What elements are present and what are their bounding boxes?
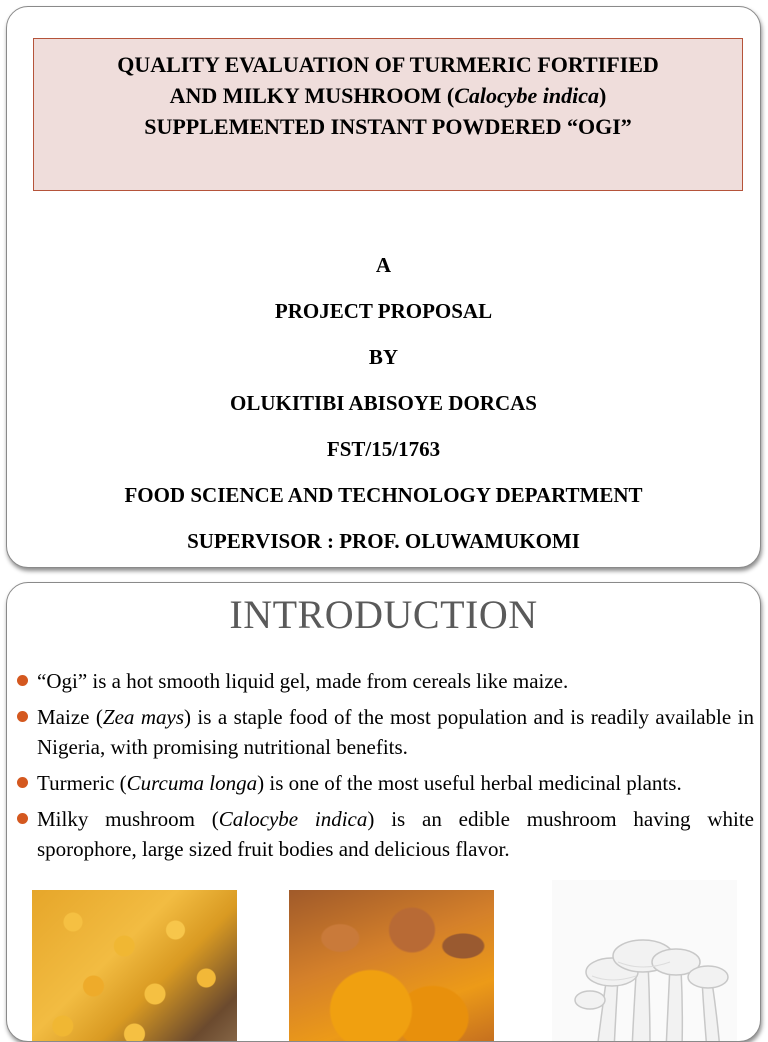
introduction-slide	[6, 582, 761, 1042]
title-species-name: Calocybe indica	[454, 83, 600, 108]
credits-block	[7, 242, 760, 564]
species-name: Calocybe indica	[218, 807, 368, 831]
list-item	[17, 804, 754, 864]
credit-by: BY	[368, 345, 399, 369]
credit-supervisor: SUPERVISOR : PROF. OLUWAMUKOMI	[187, 529, 580, 553]
title-line-2	[170, 80, 607, 111]
bullet-dot-icon	[17, 813, 28, 824]
bullet-text: ) is a staple food of the most population and is readily available in Nigeria, with promising nutritional benefits.	[37, 705, 754, 759]
title-line-1: QUALITY EVALUATION OF TURMERIC FORTIFIED	[117, 52, 659, 77]
bullet-list	[17, 666, 754, 870]
credit-article: A	[375, 253, 392, 277]
slide-heading: INTRODUCTION	[229, 592, 538, 637]
bullet-text: ) is one of the most useful herbal medicinal plants.	[257, 771, 682, 795]
bullet-dot-icon	[17, 675, 28, 686]
bullet-text: Maize (	[37, 705, 103, 729]
bullet-text: ) is an edible mushroom having white sporophore, large sized fruit bodies and delicious flavor.	[37, 807, 755, 861]
species-name: Curcuma longa	[126, 771, 258, 795]
bullet-text: Turmeric (	[37, 771, 127, 795]
maize-image	[32, 890, 237, 1042]
credit-matric-number: FST/15/1763	[326, 437, 441, 461]
list-item	[17, 666, 754, 696]
credit-document-type: PROJECT PROPOSAL	[274, 299, 493, 323]
title-line-2-start: AND MILKY MUSHROOM (	[169, 83, 455, 108]
title-line-2-end: )	[599, 83, 607, 108]
turmeric-image	[289, 890, 494, 1042]
bullet-text: “Ogi” is a hot smooth liquid gel, made from cereals like maize.	[37, 669, 569, 693]
bullet-text: Milky mushroom (	[37, 807, 219, 831]
list-item	[17, 702, 754, 762]
title-line-3: SUPPLEMENTED INSTANT POWDERED “OGI”	[144, 114, 632, 139]
credit-author: OLUKITIBI ABISOYE DORCAS	[230, 391, 537, 415]
title-slide	[6, 6, 761, 568]
credit-department: FOOD SCIENCE AND TECHNOLOGY DEPARTMENT	[124, 483, 643, 507]
list-item	[17, 768, 754, 798]
mushroom-image	[552, 880, 737, 1042]
title-box	[33, 38, 743, 191]
mushroom-illustration	[552, 880, 737, 1042]
species-name: Zea mays	[102, 705, 184, 729]
bullet-dot-icon	[17, 711, 28, 722]
bullet-dot-icon	[17, 777, 28, 788]
